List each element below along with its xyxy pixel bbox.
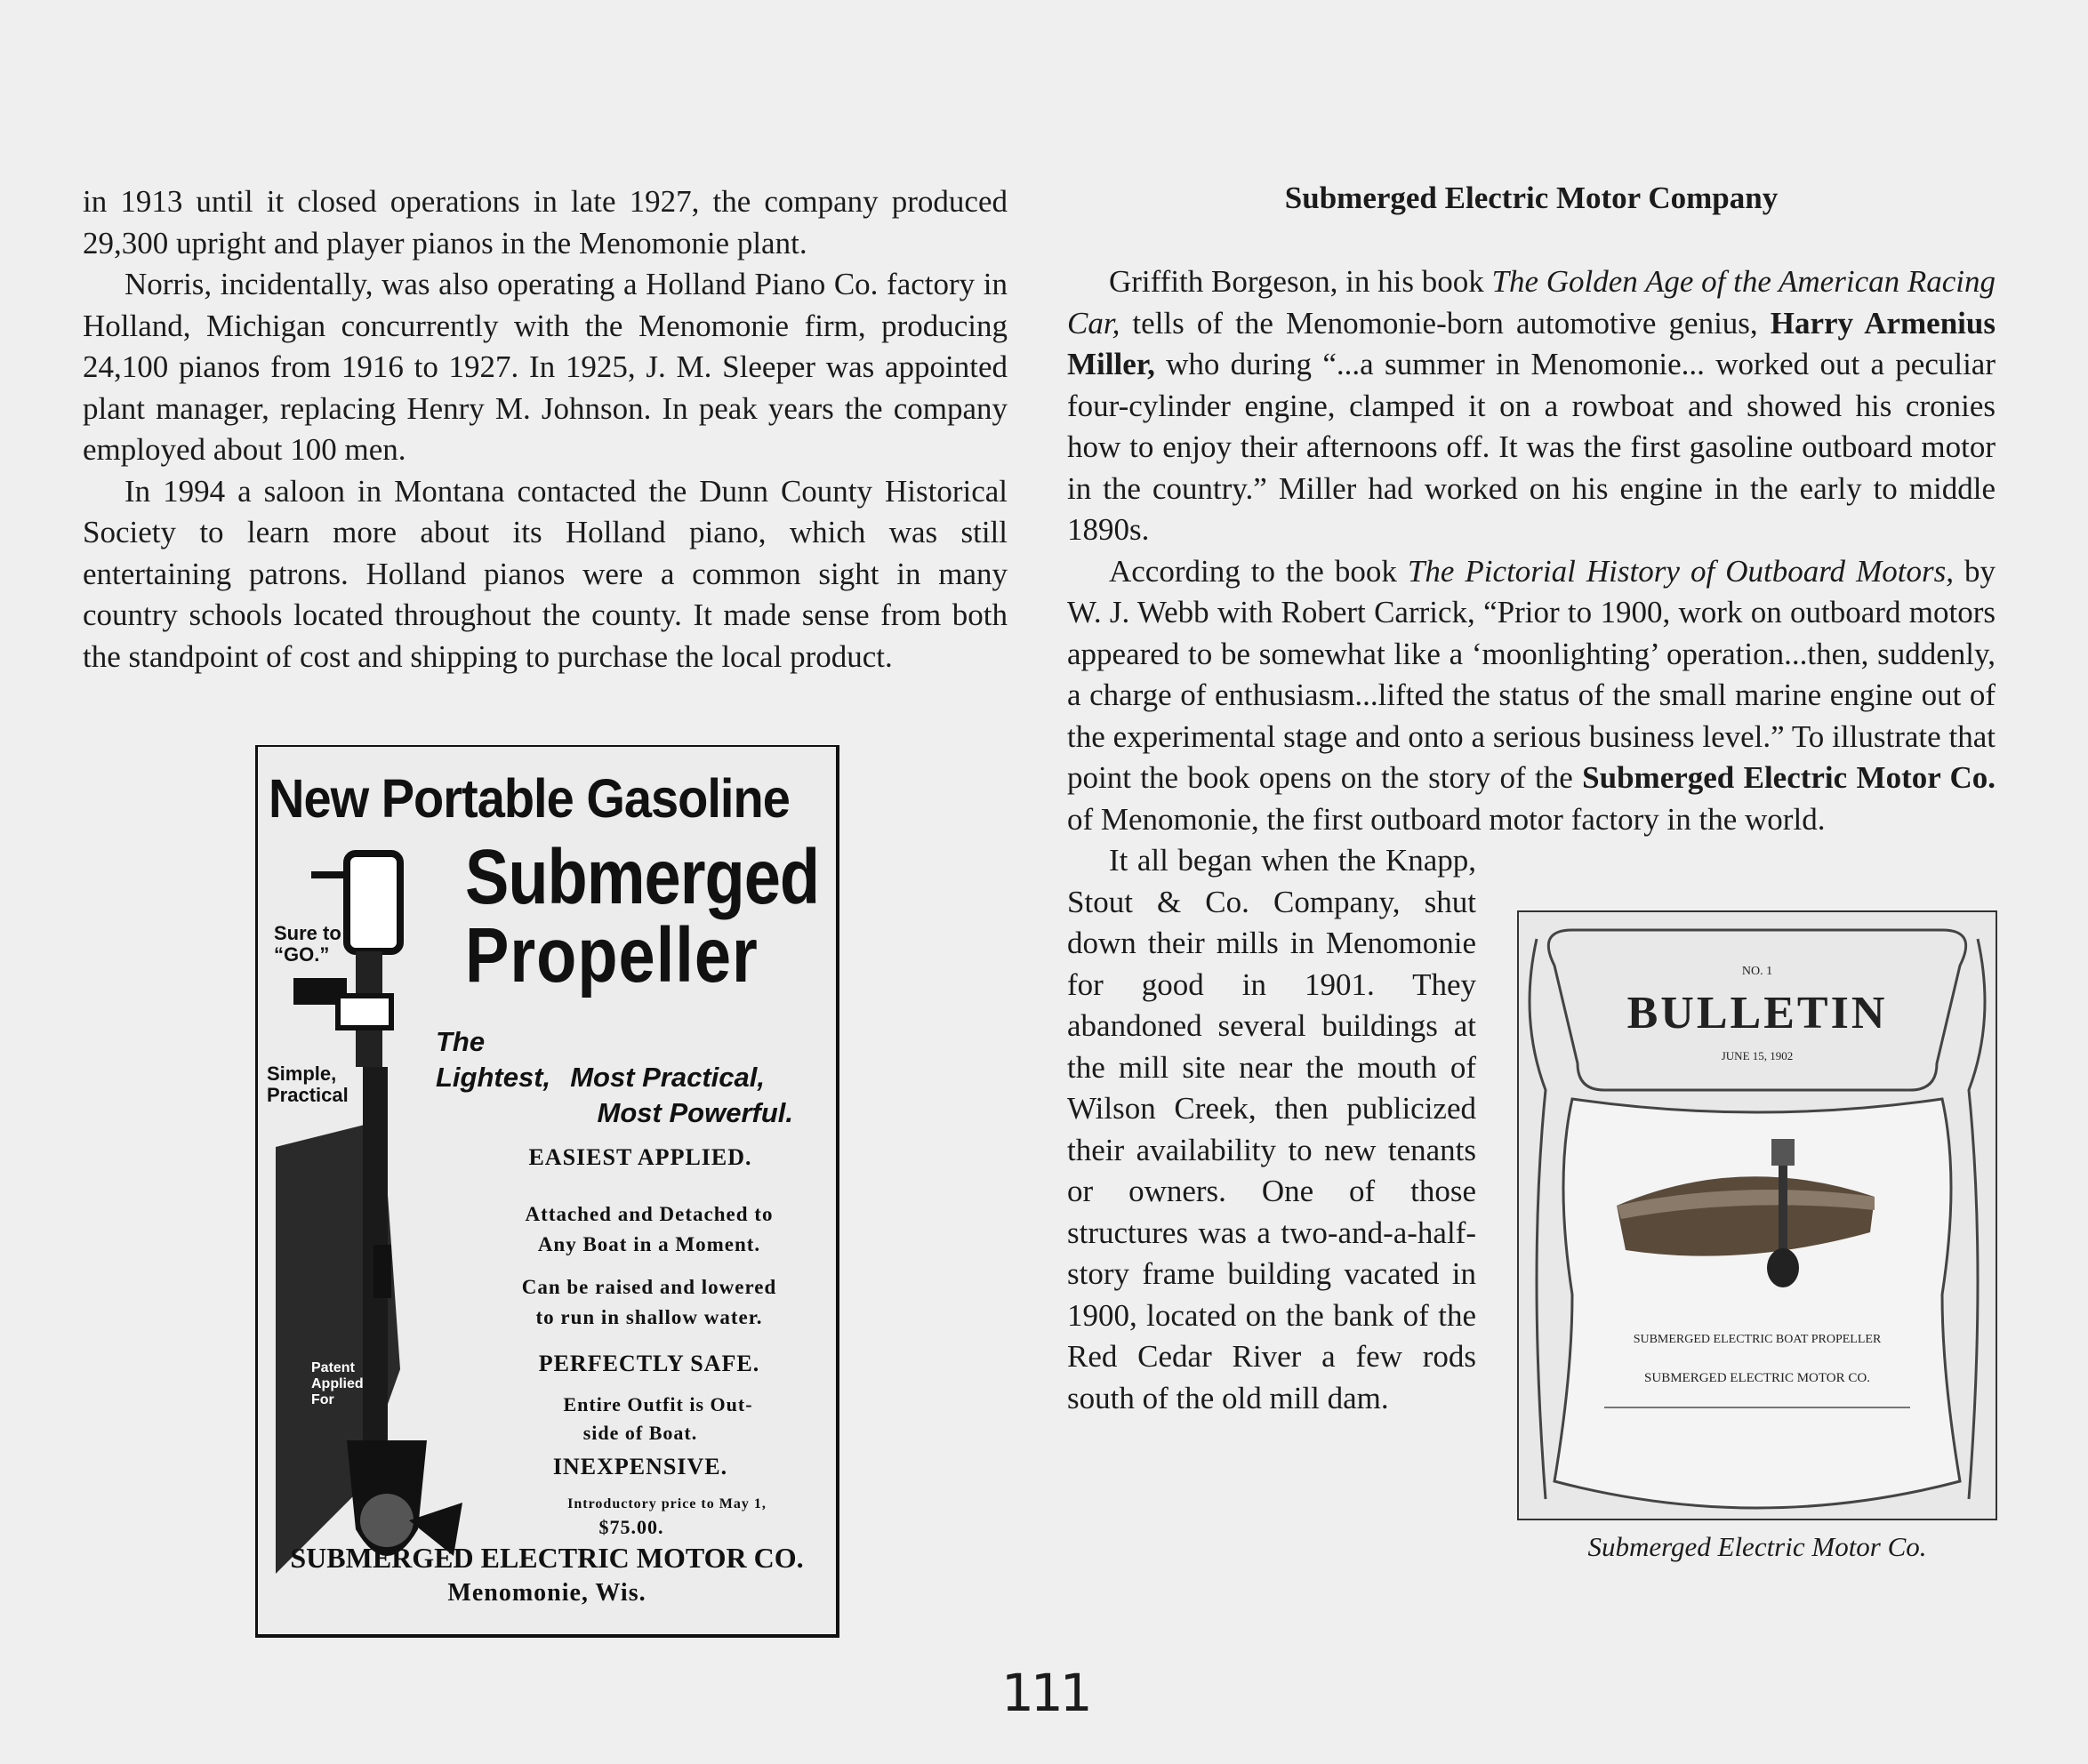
ad-subheadline: Propeller — [465, 911, 759, 999]
ad-subheadline: Submerged — [465, 833, 820, 921]
ad-note: Sure to “GO.” — [274, 922, 341, 966]
ad-price: $75.00. — [598, 1516, 664, 1538]
book-title: The Pictorial History of Outboard Motors, — [1407, 553, 1954, 589]
paragraph — [1067, 551, 1996, 841]
paragraph: in 1913 until it closed operations in late 1927, the company produced 29,300 upright and player pianos in the Menomonie plant. — [83, 184, 1008, 261]
ad-copy-line: PERFECTLY SAFE. — [538, 1351, 760, 1376]
image-caption: Submerged Electric Motor Co. — [1587, 1531, 1927, 1562]
person-name: Harry Armenius Miller, — [1067, 305, 1996, 381]
paragraph: Norris, incidentally, was also operating a Holland Piano Co. factory in Holland, Michigan concurrently with the Menomonie firm, producing 24,100 pianos from 1916 to 1927. In 1925, J. M. Sleeper was appointed plant manager, replacing Henry M. Johnson. In peak years the company employed about 100 men. — [83, 267, 1008, 467]
ad-tagline: Most Powerful. — [597, 1097, 793, 1128]
section-heading: Submerged Electric Motor Company — [1284, 180, 1779, 215]
ad-note: Patent Applied For — [311, 1360, 364, 1407]
ad-headline: New Portable Gasoline — [269, 767, 790, 830]
bulletin-art — [1519, 912, 1996, 1519]
bulletin-image — [1517, 910, 1997, 1520]
text-run: who during “...a summer in Menomonie... worked out a peculiar four-cylinder engine, clamped it on a rowboat and showed his cronies how to enjoy their afternoons off. It was the first gasoline outboard motor in the country.” Miller had worked on his engine in the early to middle 1890s. — [1067, 347, 1996, 547]
ad-copy-line: to run in shallow water. — [535, 1306, 763, 1328]
ad-note: Simple, Practical — [267, 1062, 349, 1106]
text-run: According to the book — [1109, 553, 1408, 589]
text-run: tells of the Menomonie-born automotive genius, — [1120, 305, 1771, 341]
left-column — [83, 181, 1008, 678]
ad-copy-line: Entire Outfit is Out- — [563, 1393, 753, 1415]
ad-tagline: The Lightest, — [436, 1026, 551, 1093]
page-number: 111 — [1001, 1663, 1089, 1723]
text-run: by W. J. Webb with Robert Carrick, “Prior to 1900, work on outboard motors appeared to be somewhat like a ‘moonlighting’ operation...then, suddenly, a charge of enthusiasm...lifted the status of the small marine engine out of the experimental stage and onto a serious business level.” To illustrate that point the book opens on the story of the — [1067, 553, 1996, 795]
ad-copy-line: Introductory price to May 1, — [567, 1496, 767, 1511]
bulletin-date: JUNE 15, 1902 — [1721, 1049, 1794, 1062]
text-run: of Menomonie, the first outboard motor factory in the world. — [1067, 801, 1826, 837]
bulletin-company: SUBMERGED ELECTRIC MOTOR CO. — [1644, 1371, 1870, 1385]
ad-city: Menomonie, Wis. — [447, 1579, 646, 1607]
bulletin-subtitle: SUBMERGED ELECTRIC BOAT PROPELLER — [1633, 1333, 1882, 1346]
paragraph: In 1994 a saloon in Montana contacted the Dunn County Historical Society to learn more about its Holland piano, which was still entertaining patrons. Holland pianos were a common sight in many country schools located throughout the county. It made sense from both the standpoint of cost and shipping to purchase the local product. — [83, 473, 1008, 674]
paragraph: It all began when the Knapp, Stout & Co. Company, shut down their mills in Menomonie for good in 1901. They abandoned several buildings at the mill site near the mouth of Wilson Creek, then publicized their availability to new tenants or owners. One of those structures was a two-and-a-half-story frame building vacated in 1900, located on the bank of the Red Cedar River a few rods south of the old mill dam. — [1067, 843, 1476, 1415]
book-title: The Golden Age of the American Racing Car, — [1067, 264, 1996, 341]
bulletin-number: NO. 1 — [1741, 965, 1773, 978]
paragraph — [1067, 261, 1996, 551]
ad-company: SUBMERGED ELECTRIC MOTOR CO. — [290, 1542, 804, 1574]
ad-copy-line: Can be raised and lowered — [521, 1276, 777, 1298]
ad-copy-line: side of Boat. — [582, 1422, 698, 1444]
ad-copy-line: EASIEST APPLIED. — [528, 1144, 752, 1170]
ad-copy-line: INEXPENSIVE. — [552, 1454, 728, 1479]
ad-tagline: Most Practical, — [570, 1062, 765, 1093]
ad-copy-line: Any Boat in a Moment. — [537, 1233, 761, 1255]
advertisement — [255, 745, 839, 1638]
text-run: Griffith Borgeson, in his book — [1109, 264, 1492, 299]
bulletin-title: BULLETIN — [1626, 988, 1888, 1038]
ad-copy-line: Attached and Detached to — [525, 1203, 774, 1225]
company-name: Submerged Electric Motor Co. — [1582, 760, 1996, 795]
